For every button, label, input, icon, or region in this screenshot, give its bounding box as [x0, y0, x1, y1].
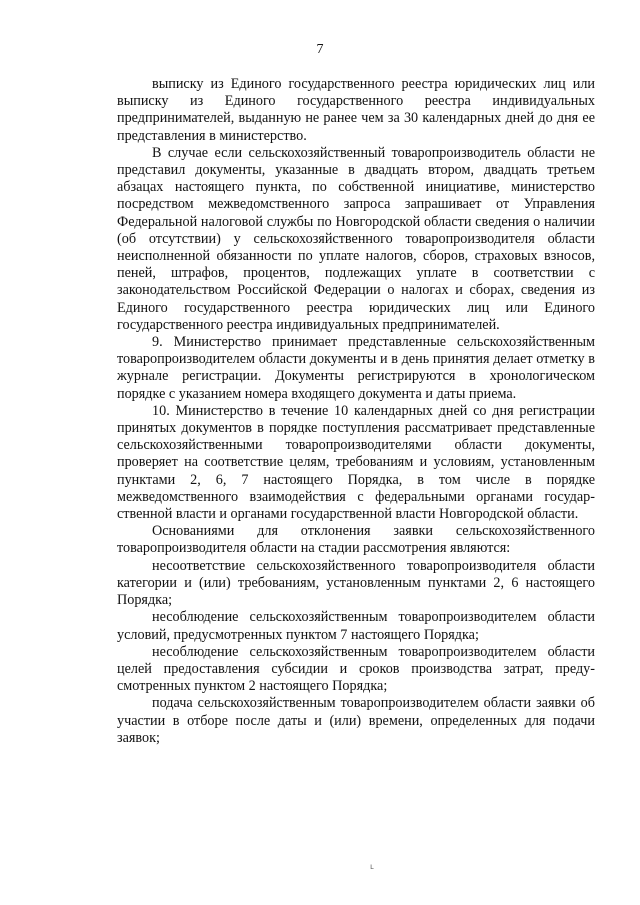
paragraph-item-9: 9. Министерство принимает представленные сельскохозяйственным товаропроизводителем области документы и в день принятия делает отметку в журнале регистрации. Документы регистрируются в хронологическом порядке с указанием номера входящего документа и даты приема. [117, 334, 595, 402]
paragraph-ground-purposes: несоблюдение сельскохозяйственным товаропроизводителем области целей предоставления субсидии и сроков производства затрат, предусмотренных пунктом 2 настоящего Порядка; [117, 643, 595, 695]
paragraph-rejection-grounds: Основаниями для отклонения заявки сельскохозяйственного товаропроизводителя области на стадии рассмотрения являются: [117, 523, 595, 557]
page-number: 7 [316, 42, 324, 57]
paragraph-extract-registry: выписку из Единого государственного реестра юридических лиц или выписку из Единого государственного реестра индивидуальных предпринимателей, выданную не ранее чем за 30 календарных дней до дня ее представления в министерство. [117, 76, 595, 144]
scan-mark-icon: ւ [370, 862, 374, 871]
paragraph-ground-category: несоответствие сельскохозяйственного товаропроизводителя области категории и (или) требованиям, установленным пунктами 2, 6 настоящего Порядка; [117, 557, 595, 609]
paragraph-item-10: 10. Министерство в течение 10 календарных дней со дня регистрации принятых документов в порядке поступления рассматривает представленные сельскохозяйственными товаропроизводителями области документы, проверяет на соответствие целям, требованиям и условиям, установленным пунктами 2, 6, 7 настоящего Порядка, в том числе в порядке межведомственного взаимодействия с федеральными органами государственной власти и органами государственной власти Новгородской области. [117, 402, 595, 523]
document-body [117, 76, 595, 747]
paragraph-interagency-request: В случае если сельскохозяйственный товаропроизводитель области не представил документы, указанные в двадцать втором, двадцать третьем абзацах настоящего пункта, по собственной инициативе, министерство посредством межведомственного запроса запрашивает от Управления Федеральной налоговой службы по Новгородской области сведения о наличии (об отсутствии) у сельскохозяйственного товаропроизводителя области неисполненной обязанности по уплате налогов, сборов, страховых взносов, пеней, штрафов, процентов, подлежащих уплате в соответствии с законодательством Российской Федерации о налогах и сборах, сведения из Единого государственного реестра юридических лиц или Единого государственного реестра индивидуальных предпринимателей. [117, 144, 595, 333]
paragraph-ground-conditions: несоблюдение сельскохозяйственным товаропроизводителем области условий, предусмотренных пунктом 7 настоящего Порядка; [117, 609, 595, 643]
paragraph-ground-late-submission: подача сельскохозяйственным товаропроизводителем области заявки об участии в отборе после даты и (или) времени, определенных для подачи заявок; [117, 695, 595, 746]
